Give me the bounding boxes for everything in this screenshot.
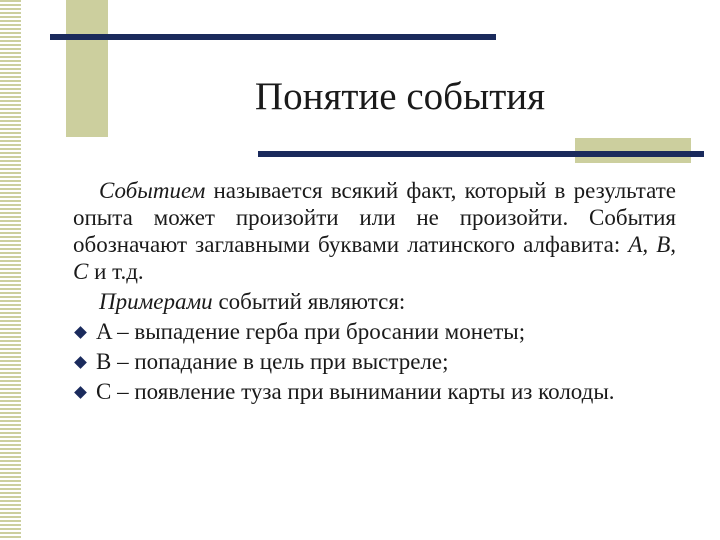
striped-border: [0, 0, 21, 540]
bullet-item-c: [73, 378, 676, 405]
bullet-text-a: A – выпадение герба при бросании монеты;: [96, 319, 526, 344]
diamond-bullet-icon: [74, 326, 87, 339]
term-examples: Примерами: [99, 289, 213, 314]
navy-rule-bottom: [258, 151, 704, 157]
slide-title: Понятие события: [254, 75, 546, 118]
latin-letters: A, B, C: [73, 232, 676, 284]
bullet-item-b: [73, 348, 676, 375]
khaki-block-top: [66, 0, 108, 137]
diamond-bullet-icon: [74, 386, 87, 399]
navy-rule-top: [50, 34, 496, 40]
bullet-item-a: [73, 318, 676, 345]
examples-intro: [73, 288, 676, 315]
bullet-text-b: B – попадание в цель при выстреле;: [96, 349, 449, 374]
definition-text: называется всякий факт, который в результате опыта может произойти или не произойти. События обозначают заглавными буквами латинского алфавита:: [73, 178, 676, 257]
term-event: Событием: [99, 178, 206, 203]
bullet-text-c: C – появление туза при вынимании карты из колоды.: [96, 379, 615, 404]
slide-body: [73, 177, 676, 405]
examples-intro-text: событий являются:: [212, 289, 406, 314]
definition-paragraph: [73, 177, 676, 285]
definition-tail: и т.д.: [88, 259, 144, 284]
diamond-bullet-icon: [74, 356, 87, 369]
